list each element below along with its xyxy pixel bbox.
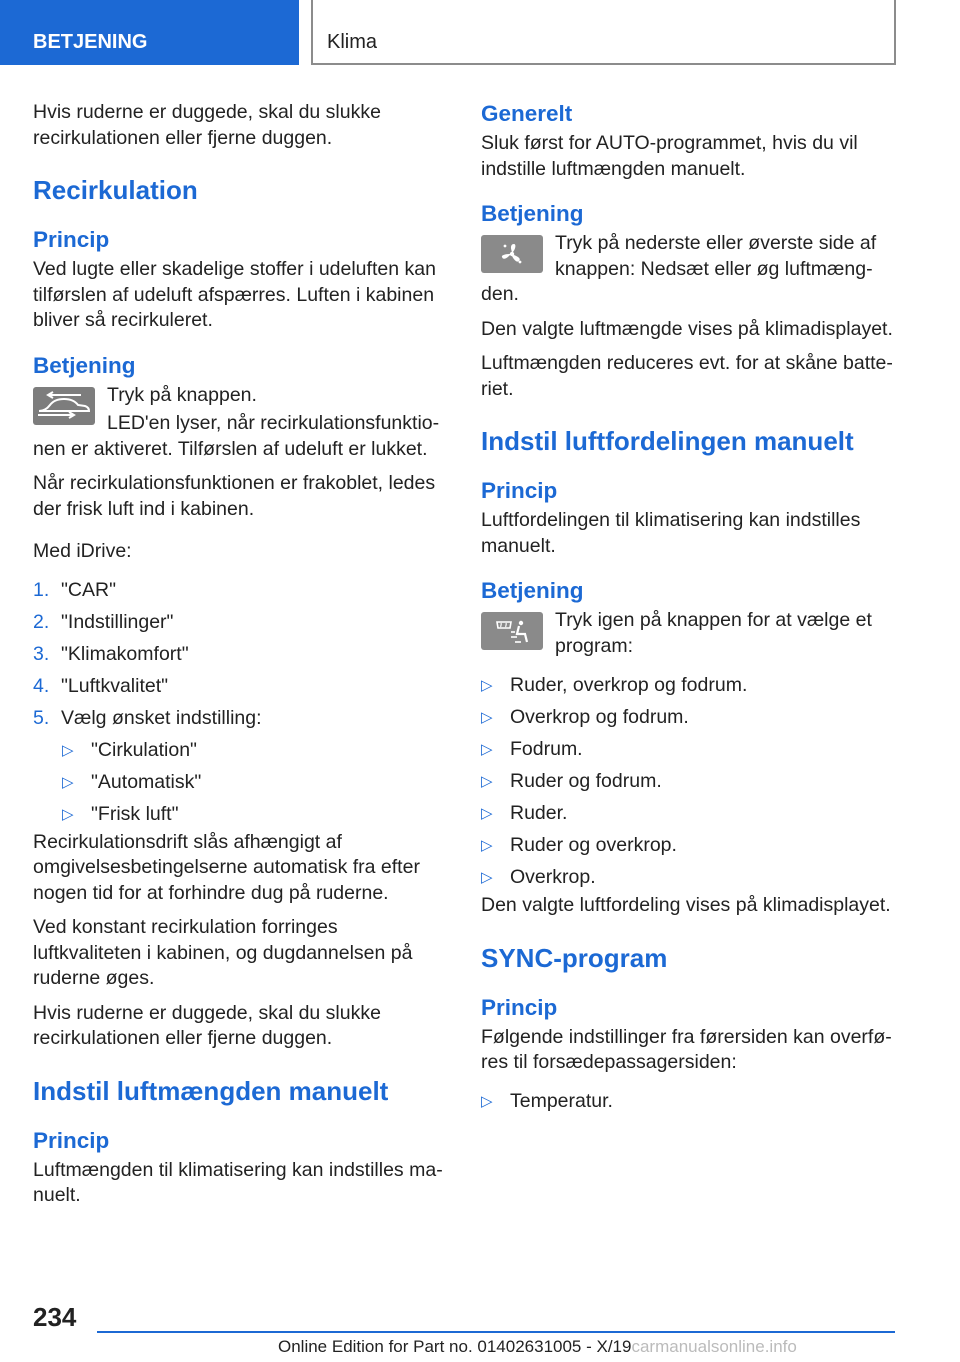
heading-luftfordeling: Indstil luftfordelingen manuelt xyxy=(481,426,854,456)
list-item: ▷ Overkrop og fodrum. xyxy=(481,705,893,737)
heading-generelt: Generelt xyxy=(481,101,573,126)
list-item: ▷ "Automatisk" xyxy=(62,770,445,802)
section-tab xyxy=(0,0,299,65)
list-item: 1. "CAR" xyxy=(33,578,117,601)
instruction-led: LED'en lyser, når recirkulationsfunktionen er aktiveret. Tilførslen af udeluft er lukket. xyxy=(33,412,440,460)
list-item: ▷ Ruder og fodrum. xyxy=(481,769,893,801)
setting-options xyxy=(33,738,445,830)
paragraph-frakoblet: Når recirkulationsfunktionen er frakoblet, ledes der frisk luft ind i kabinen. xyxy=(33,472,436,520)
intro-paragraph: Hvis ruderne er duggede, skal du slukke recirkulationen eller fjerne duggen. xyxy=(33,101,381,149)
triangle-bullet-icon: ▷ xyxy=(481,805,493,822)
princip-paragraph: Følgende indstillinger fra førersiden kan overføres til forsædepassagersiden: xyxy=(481,1025,892,1073)
heading-betjening: Betjening xyxy=(481,201,584,226)
princip-paragraph: Luftfordelingen til klimatisering kan indstilles manuelt. xyxy=(481,509,861,557)
paragraph-batteri: Luftmængden reduceres evt. for at skåne batteriet. xyxy=(481,352,893,400)
fan-instruction xyxy=(481,231,893,308)
triangle-bullet-icon: ▷ xyxy=(481,869,493,886)
chapter-tab xyxy=(311,0,896,65)
triangle-bullet-icon: ▷ xyxy=(481,837,493,854)
list-item: ▷ Ruder og overkrop. xyxy=(481,833,893,865)
list-item: 3. "Klimakomfort" xyxy=(33,642,189,665)
heading-sync: SYNC-program xyxy=(481,942,668,973)
list-item: ▷ Temperatur. xyxy=(481,1089,893,1121)
paragraph-display2: Den valgte luftfordeling vises på klimadisplayet. xyxy=(481,894,891,916)
watermark: carmanualsonline.info xyxy=(631,1337,797,1356)
heading-princip: Princip xyxy=(481,478,558,503)
instruction-airflow: Tryk igen på knappen for at vælge et program: xyxy=(555,609,872,657)
heading-princip: Princip xyxy=(33,1127,110,1153)
list-item: ▷ Ruder, overkrop og fodrum. xyxy=(481,673,893,705)
sync-list xyxy=(481,1089,893,1121)
paragraph-dug: Hvis ruderne er duggede, skal du slukke recirkulationen eller fjerne duggen. xyxy=(33,1001,381,1049)
section-label: BETJENING xyxy=(33,31,148,53)
paragraph-display: Den valgte luftmængde vises på klimadisplayet. xyxy=(481,317,893,340)
triangle-bullet-icon: ▷ xyxy=(481,741,493,758)
princip-paragraph: Ved lugte eller skadelige stoffer i udeluften kan tilførslen af udeluft afspærres. Luften i kabinen bliver så recirkuleret. xyxy=(33,258,436,331)
list-item: ▷ "Cirkulation" xyxy=(62,738,445,770)
footer-edition: Online Edition for Part no. 01402631005 - X/19carmanualsonline.info xyxy=(278,1337,797,1356)
heading-betjening: Betjening xyxy=(481,578,584,603)
list-item: ▷ "Frisk luft" xyxy=(62,802,445,830)
triangle-bullet-icon: ▷ xyxy=(62,805,74,823)
list-item: ▷ Fodrum. xyxy=(481,737,893,769)
paragraph-konstant: Ved konstant recirkulation forringes luftkvaliteten i kabinen, og dugdannelsen på ruderne øges. xyxy=(33,916,413,989)
triangle-bullet-icon: ▷ xyxy=(481,709,493,726)
paragraph-drift: Recirkulationsdrift slås afhængigt af omgivelsesbetingelserne automatisk fra efter nogen tid for at forhindre dug på ruderne. xyxy=(33,830,420,904)
list-item: 2. "Indstillinger" xyxy=(33,610,174,633)
right-column xyxy=(481,100,893,1121)
instruction-fan: Tryk på nederste eller øverste side af knappen: Nedsæt eller øg luftmængden. xyxy=(481,232,877,305)
heading-princip: Princip xyxy=(33,227,110,252)
page-number: 234 xyxy=(33,1302,77,1332)
chapter-label: Klima xyxy=(327,31,378,53)
air-distribution-icon xyxy=(481,612,543,650)
idrive-steps xyxy=(33,578,445,738)
instruction-press-button: Tryk på knappen. xyxy=(107,383,257,406)
heading-recirkulation: Recirkulation xyxy=(33,175,198,205)
list-item: 5. Vælg ønsket indstilling: xyxy=(33,706,262,729)
list-item: 4. "Luftkvalitet" xyxy=(33,674,169,697)
heading-luftmaengde: Indstil luftmængden manuelt xyxy=(33,1075,389,1106)
princip-paragraph: Luftmængden til klimatisering kan indstilles manuelt. xyxy=(33,1158,443,1206)
left-column xyxy=(33,100,445,1218)
triangle-bullet-icon: ▷ xyxy=(481,773,493,790)
program-list xyxy=(481,673,893,893)
paragraph-idrive: Med iDrive: xyxy=(33,540,132,562)
car-recirculation-icon xyxy=(33,387,95,425)
airflow-instruction xyxy=(481,608,893,659)
list-item: ▷ Ruder. xyxy=(481,801,893,833)
paragraph-generelt: Sluk først for AUTO-programmet, hvis du vil indstille luftmængden manuelt. xyxy=(481,132,858,180)
triangle-bullet-icon: ▷ xyxy=(481,1092,493,1110)
triangle-bullet-icon: ▷ xyxy=(62,773,74,791)
heading-princip: Princip xyxy=(481,994,558,1020)
recirc-instruction xyxy=(33,383,445,463)
list-item: ▷ Overkrop. xyxy=(481,865,893,893)
heading-betjening: Betjening xyxy=(33,352,136,378)
triangle-bullet-icon: ▷ xyxy=(481,677,493,694)
footer-divider xyxy=(97,1331,895,1333)
triangle-bullet-icon: ▷ xyxy=(62,741,74,759)
fan-icon xyxy=(481,235,543,273)
